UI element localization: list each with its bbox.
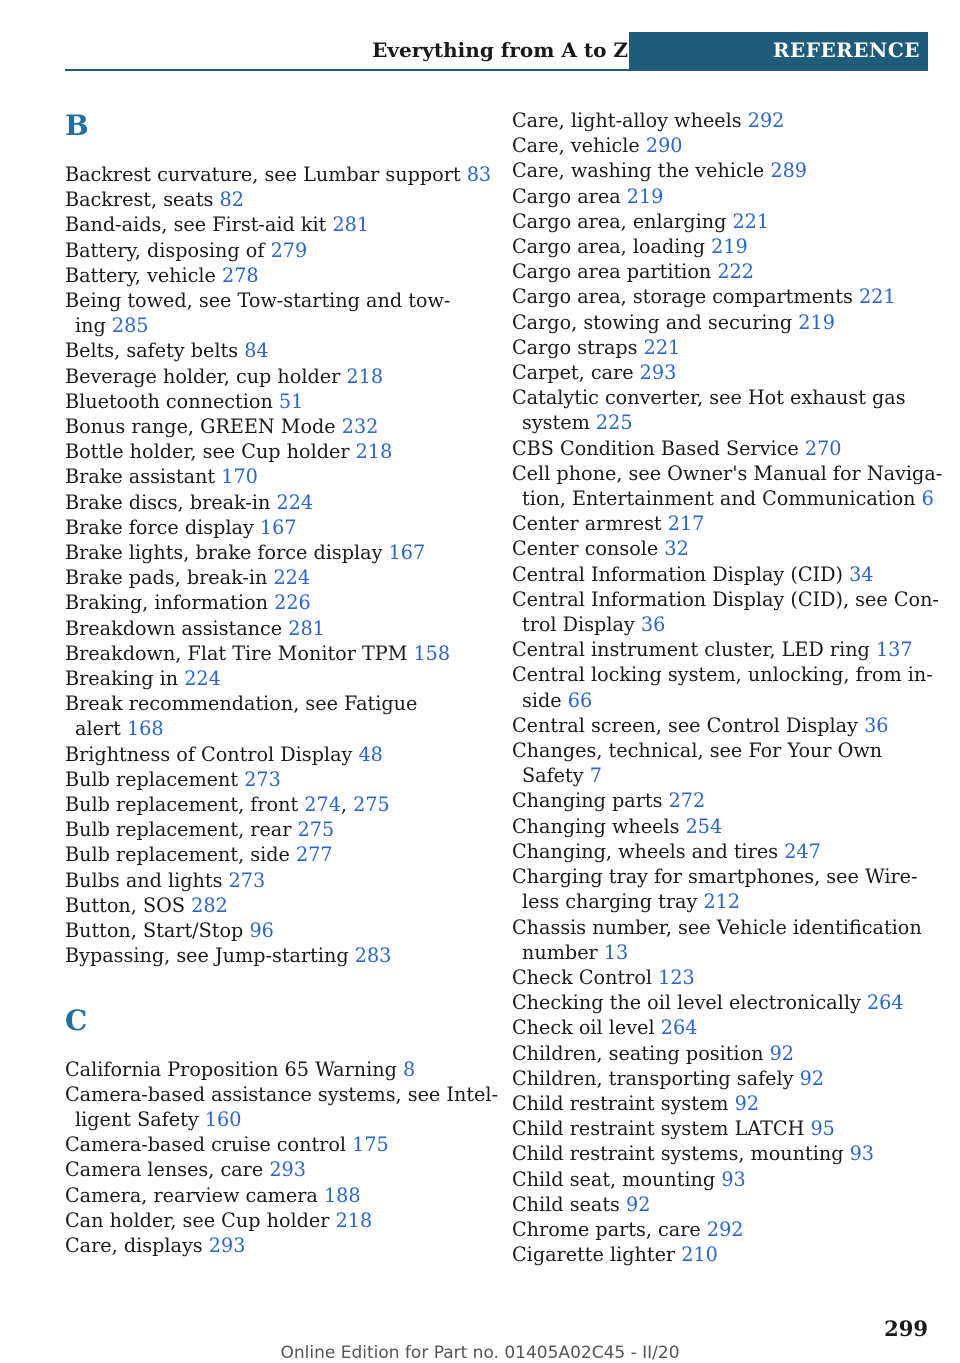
index-entry (65, 842, 485, 867)
entry-term: less charging tray (522, 890, 698, 914)
entry-term: Child restraint system (512, 1091, 729, 1115)
entry-term: Brake discs, break-in (65, 490, 271, 514)
index-entry (65, 1183, 485, 1208)
entry-term: system (522, 411, 590, 435)
page-ref-link[interactable]: 224 (273, 566, 311, 590)
page-ref-link[interactable]: 51 (278, 389, 304, 413)
page-ref-link[interactable]: 96 (249, 919, 274, 943)
page-ref-link[interactable]: 221 (858, 285, 896, 309)
entry-term: Changing, wheels and tires (512, 839, 779, 863)
page-ref-link[interactable]: 264 (866, 991, 904, 1015)
page-ref-link[interactable]: 232 (341, 415, 379, 439)
page-ref-link[interactable]: 175 (352, 1133, 389, 1157)
page-ref-link[interactable]: 92 (734, 1091, 760, 1115)
page-ref-link[interactable]: 83 (466, 163, 492, 186)
index-entry (65, 1157, 485, 1182)
page-ref-link[interactable]: 170 (221, 465, 258, 489)
index-entry (512, 562, 922, 587)
page-ref-link[interactable]: 273 (244, 767, 281, 791)
entry-term: Battery, disposing of (65, 238, 265, 262)
index-entry (512, 662, 933, 712)
index-entry (65, 565, 485, 590)
entry-term: Camera-based cruise control (65, 1133, 347, 1157)
entry-term: Button, SOS (65, 893, 186, 917)
index-entry (65, 464, 485, 489)
section-spacer (65, 969, 485, 1003)
entry-term: Child restraint systems, mounting (512, 1142, 844, 1166)
entry-term: Chassis number, see Vehicle identification (512, 915, 922, 939)
entry-term: Cell phone, see Owner's Manual for Naviga- (512, 461, 943, 485)
entry-term: Brake pads, break-in (65, 566, 268, 590)
entry-term: Cargo, stowing and securing (512, 310, 793, 334)
entry-term: Break recommendation, see Fatigue (65, 692, 418, 716)
entry-term: Check oil level (512, 1016, 655, 1040)
entry-term: Backrest, seats (65, 188, 214, 212)
index-entry (512, 864, 922, 914)
index-entry (512, 385, 922, 435)
page-ref-link[interactable]: 254 (685, 814, 723, 838)
entry-term: alert (75, 717, 121, 741)
page-ref-link[interactable]: 289 (770, 159, 807, 183)
entry-term: Changes, technical, see For Your Own (512, 739, 883, 763)
index-entry (65, 439, 485, 464)
index-letter-heading: C (65, 1003, 88, 1037)
page-ref-link[interactable]: 282 (191, 893, 228, 917)
index-entry (512, 839, 922, 864)
page-ref-link[interactable]: 293 (639, 361, 677, 385)
entry-term: side (522, 688, 562, 712)
entry-term: Battery, vehicle (65, 263, 216, 287)
index-entry (65, 490, 485, 515)
entry-term: Children, transporting safely (512, 1066, 794, 1090)
page-ref-link[interactable]: 188 (323, 1183, 361, 1207)
entry-term: Bonus range, GREEN Mode (65, 415, 336, 439)
page-ref-link[interactable]: 32 (664, 537, 689, 561)
entry-term: Central instrument cluster, LED ring (512, 638, 870, 662)
page-ref-link[interactable]: 281 (332, 213, 370, 237)
entry-term: Belts, safety belts (65, 339, 239, 363)
page-ref-link[interactable]: 218 (355, 440, 393, 464)
index-entry (65, 1233, 485, 1258)
page-ref-link[interactable]: 224 (276, 490, 314, 514)
index-entry (512, 637, 922, 662)
page-ref-link[interactable]: 293 (269, 1158, 306, 1182)
entry-term: Central screen, see Control Display (512, 713, 858, 737)
page-ref-separator: , (340, 793, 348, 817)
entry-term: Brake lights, brake force display (65, 541, 383, 565)
page-ref-link[interactable]: 292 (706, 1217, 744, 1241)
entry-term: Safety (522, 764, 584, 788)
entry-term: Beverage holder, cup holder (65, 364, 341, 388)
entry-term: Bulbs and lights (65, 868, 223, 892)
entry-term: Bluetooth connection (65, 389, 273, 413)
index-entry (512, 788, 922, 813)
page-ref-link[interactable]: 285 (111, 314, 149, 338)
index-entry (512, 335, 922, 360)
index-entry (65, 338, 485, 363)
page-ref-link[interactable]: 8 (402, 1057, 416, 1081)
page-ref-link[interactable]: 221 (732, 209, 770, 233)
index-entry (65, 238, 485, 263)
index-column-left (65, 108, 499, 1258)
entry-term: Cargo straps (512, 335, 638, 359)
index-entry (65, 263, 485, 288)
page-ref-link[interactable]: 48 (358, 742, 383, 766)
entry-term: Child restraint system LATCH (512, 1117, 805, 1141)
index-entry (65, 288, 485, 338)
page-number: 299 (884, 1316, 928, 1341)
entry-term: ligent Safety (75, 1107, 199, 1131)
header-reference-tab: REFERENCE (629, 32, 928, 71)
index-entry (512, 209, 922, 234)
index-entry (65, 1132, 485, 1157)
page-ref-link[interactable]: 123 (658, 965, 695, 989)
index-entry (65, 364, 485, 389)
index-entry (65, 817, 485, 842)
page-ref-link[interactable]: 221 (643, 335, 681, 359)
index-entry (512, 436, 922, 461)
index-entry (512, 587, 939, 637)
entry-term: CBS Condition Based Service (512, 436, 799, 460)
entry-term: Carpet, care (512, 361, 634, 385)
page-ref-link[interactable]: 218 (346, 364, 384, 388)
page-ref-link[interactable]: 247 (784, 839, 821, 863)
entry-term: Children, seating position (512, 1041, 764, 1065)
index-entry (512, 536, 922, 561)
index-entry (512, 511, 922, 536)
index-entry (65, 742, 485, 767)
entry-term: Camera, rearview camera (65, 1183, 318, 1207)
index-letter-heading: B (65, 109, 89, 142)
entry-term: Cargo area, storage compartments (512, 285, 853, 309)
index-entry (512, 965, 922, 990)
index-entry (65, 792, 485, 817)
entry-term: Bulb replacement, side (65, 843, 290, 867)
entry-term: Changing parts (512, 789, 663, 813)
index-entry (65, 893, 485, 918)
index-entry (512, 158, 922, 183)
entry-term: number (522, 940, 598, 964)
page-ref-link[interactable]: 137 (875, 638, 913, 662)
index-entry (65, 767, 485, 792)
page-ref-link[interactable]: 95 (810, 1117, 835, 1141)
page-ref-link[interactable]: 92 (799, 1066, 825, 1090)
page-ref-link[interactable]: 82 (219, 188, 244, 212)
entry-term: Central Information Display (CID), see Con- (512, 587, 939, 611)
index-entry (512, 1217, 922, 1242)
entry-term: Camera-based assistance systems, see Intel- (65, 1082, 499, 1106)
entry-term: Bottle holder, see Cup holder (65, 440, 350, 464)
index-entry (512, 990, 922, 1015)
index-entry (512, 108, 922, 133)
entry-term: trol Display (522, 613, 635, 637)
page-ref-link[interactable]: 212 (703, 890, 741, 914)
entry-term: Child seats (512, 1192, 620, 1216)
page-ref-link[interactable]: 36 (864, 713, 889, 737)
index-entry (65, 1082, 499, 1132)
index-entry (65, 389, 485, 414)
entry-term: Center console (512, 537, 659, 561)
entry-term: Backrest curvature, see Lumbar support (65, 163, 461, 186)
entry-term: Breakdown assistance (65, 616, 283, 640)
entry-term: Changing wheels (512, 814, 680, 838)
index-entry (65, 641, 485, 666)
entry-term: Cargo area (512, 184, 621, 208)
index-entry (512, 915, 922, 965)
entry-term: Button, Start/Stop (65, 919, 244, 943)
index-entry (512, 1015, 922, 1040)
page-ref-link[interactable]: 275 (353, 793, 390, 817)
index-entry (65, 187, 485, 212)
page-ref-link[interactable]: 292 (747, 109, 785, 132)
entry-term: Care, vehicle (512, 134, 640, 158)
entry-term: Cargo area partition (512, 260, 712, 284)
index-entry (512, 1116, 922, 1141)
page-ref-link[interactable]: 219 (711, 235, 748, 259)
index-entry (65, 918, 485, 943)
entry-term: Camera lenses, care (65, 1158, 264, 1182)
index-entry (512, 1141, 922, 1166)
index-entry (65, 414, 485, 439)
index-entry (65, 515, 485, 540)
index-entry (512, 1066, 922, 1091)
page-ref-link[interactable]: 224 (184, 667, 221, 691)
page-ref-link[interactable]: 290 (645, 134, 683, 158)
entry-term: Brightness of Control Display (65, 742, 353, 766)
index-entry (65, 1208, 485, 1233)
page-ref-link[interactable]: 158 (413, 641, 451, 665)
index-entry (512, 1242, 922, 1267)
page-ref-link[interactable]: 160 (204, 1107, 242, 1131)
entry-term: Breakdown, Flat Tire Monitor TPM (65, 641, 408, 665)
page-ref-link[interactable]: 92 (626, 1192, 651, 1216)
index-entry (512, 184, 922, 209)
page-ref-link[interactable]: 92 (769, 1041, 795, 1065)
entry-term: Being towed, see Tow-starting and tow- (65, 289, 451, 313)
entry-term: Checking the oil level electronically (512, 991, 861, 1015)
page-ref-link[interactable]: 225 (595, 411, 633, 435)
page-ref-link[interactable]: 226 (274, 591, 311, 615)
index-column-right (512, 108, 943, 1267)
entry-term: Check Control (512, 965, 653, 989)
page-ref-link[interactable]: 275 (297, 818, 335, 842)
entry-term: Central locking system, unlocking, from in- (512, 663, 933, 687)
entry-term: Can holder, see Cup holder (65, 1208, 330, 1232)
entry-term: Breaking in (65, 667, 179, 691)
page-ref-link[interactable]: 283 (354, 944, 392, 968)
entry-term: Brake force display (65, 515, 254, 539)
index-entry (65, 616, 485, 641)
index-entry (65, 666, 485, 691)
entry-term: Care, displays (65, 1233, 203, 1257)
page-ref-link[interactable]: 168 (126, 717, 164, 741)
entry-term: Bypassing, see Jump-starting (65, 944, 349, 968)
page-ref-link[interactable]: 273 (228, 868, 266, 892)
index-entry (512, 284, 922, 309)
index-entry (65, 212, 485, 237)
entry-term: Band-aids, see First-aid kit (65, 213, 327, 237)
entry-term: Brake assistant (65, 465, 216, 489)
page-ref-link[interactable]: 219 (626, 184, 664, 208)
index-entry (512, 1192, 922, 1217)
page-ref-link[interactable]: 279 (270, 238, 308, 262)
page-ref-link[interactable]: 6 (921, 487, 934, 511)
index-entry (65, 868, 485, 893)
page-ref-link[interactable]: 217 (667, 512, 705, 536)
index-entry (65, 1057, 485, 1082)
page-ref-link[interactable]: 293 (208, 1233, 246, 1257)
page-header (65, 32, 928, 71)
index-entry (512, 1041, 922, 1066)
entry-term: ing (75, 314, 106, 338)
page-ref-link[interactable]: 210 (681, 1243, 718, 1267)
entry-term: Chrome parts, care (512, 1217, 701, 1241)
index-entry (65, 590, 485, 615)
page-ref-link[interactable]: 272 (668, 789, 706, 813)
page-ref-link[interactable]: 167 (259, 515, 297, 539)
edition-footer: Online Edition for Part no. 01405A02C45 - II/20 (280, 1343, 680, 1363)
page-ref-link[interactable]: 274 (304, 793, 341, 817)
entry-term: Child seat, mounting (512, 1167, 716, 1191)
entry-term: Cargo area, loading (512, 235, 706, 259)
page-ref-link[interactable]: 93 (721, 1167, 746, 1191)
page-ref-link[interactable]: 13 (603, 940, 629, 964)
page-ref-link[interactable]: 278 (222, 263, 259, 287)
index-entry (512, 1091, 922, 1116)
page-ref-link[interactable]: 7 (589, 764, 602, 788)
page-ref-link[interactable]: 66 (567, 688, 593, 712)
page-ref-link[interactable]: 34 (849, 562, 874, 586)
entry-term: Braking, information (65, 591, 269, 615)
index-entry (512, 310, 922, 335)
index-entry (65, 943, 485, 968)
page-ref-link[interactable]: 167 (388, 541, 426, 565)
header-section-title: Everything from A to Z (372, 38, 628, 62)
entry-term: tion, Entertainment and Communication (522, 487, 916, 511)
index-entry (512, 259, 922, 284)
index-entry (512, 133, 922, 158)
index-entry (512, 360, 922, 385)
entry-term: Care, washing the vehicle (512, 159, 765, 183)
page-ref-link[interactable]: 222 (717, 260, 754, 284)
entry-term: Catalytic converter, see Hot exhaust gas (512, 386, 906, 410)
entry-term: Bulb replacement, front (65, 793, 299, 817)
page-ref-link[interactable]: 93 (849, 1142, 875, 1166)
entry-term: Cargo area, enlarging (512, 209, 727, 233)
index-entry (512, 461, 943, 511)
heading-spacer (65, 1039, 485, 1057)
entry-term: Central Information Display (CID) (512, 562, 843, 586)
entry-term: Care, light-alloy wheels (512, 109, 742, 132)
page-ref-link[interactable]: 264 (660, 1016, 698, 1040)
index-entry (65, 540, 485, 565)
page-ref-link[interactable]: 218 (335, 1208, 373, 1232)
entry-term: Center armrest (512, 512, 662, 536)
header-rule (65, 69, 928, 71)
page-ref-link[interactable]: 84 (244, 339, 269, 363)
index-entry (512, 738, 922, 788)
entry-term: Bulb replacement, rear (65, 818, 292, 842)
index-entry (512, 1167, 922, 1192)
entry-term: Cigarette lighter (512, 1243, 676, 1267)
page-ref-link[interactable]: 281 (288, 616, 325, 640)
heading-spacer (65, 144, 485, 162)
page-ref-link[interactable]: 277 (296, 843, 333, 867)
page-ref-link[interactable]: 270 (804, 436, 842, 460)
page-ref-link[interactable]: 36 (640, 613, 666, 637)
index-entry (512, 234, 922, 259)
index-entry (512, 713, 922, 738)
page-ref-link[interactable]: 219 (798, 310, 835, 334)
entry-term: California Proposition 65 Warning (65, 1057, 397, 1081)
index-entry (65, 691, 485, 741)
entry-term: Bulb replacement (65, 767, 239, 791)
entry-term: Charging tray for smartphones, see Wire- (512, 865, 918, 889)
index-entry (65, 162, 492, 187)
index-entry (512, 814, 922, 839)
